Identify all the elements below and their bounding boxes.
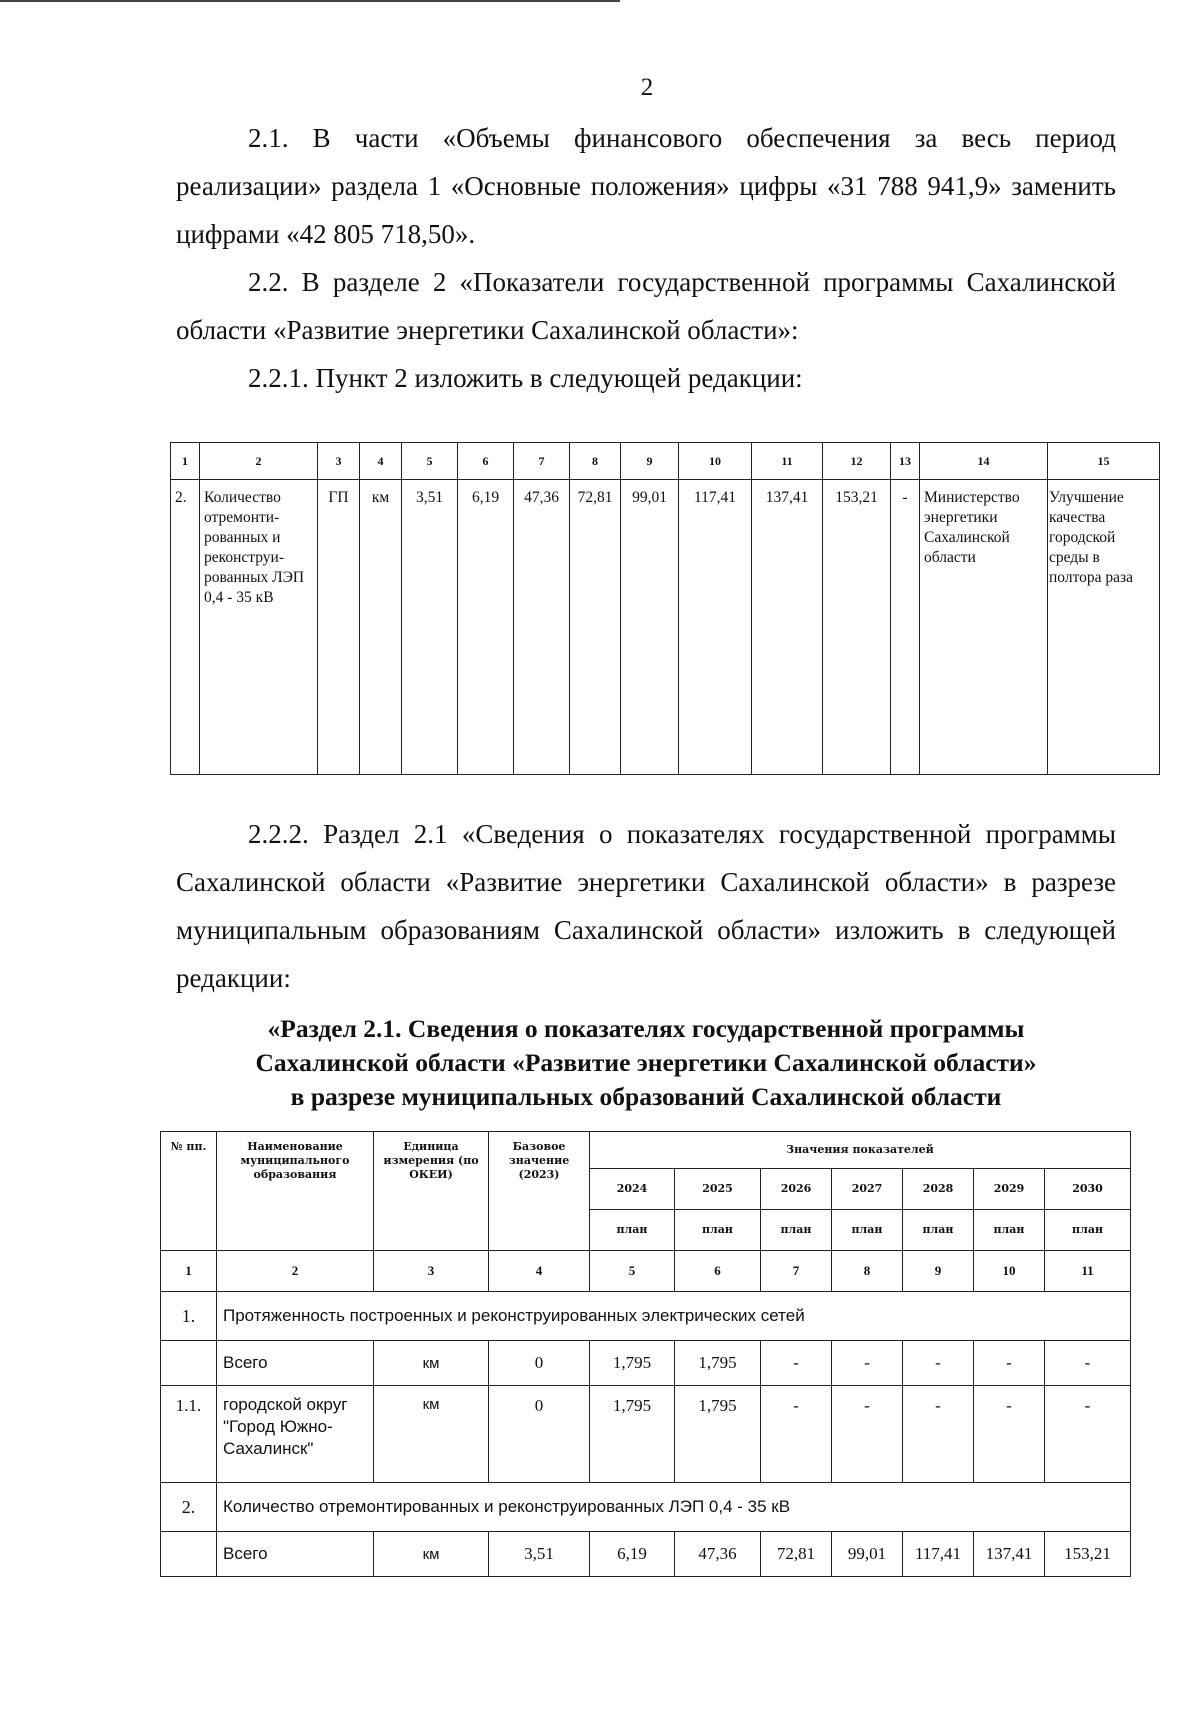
indicator-name: Количество отремонти-рованных и реконструи-рованных ЛЭП 0,4 - 35 кВ [200,480,318,775]
value-cell: - [1045,1386,1131,1483]
value-cell: 72,81 [761,1532,832,1577]
value-cell: - [761,1386,832,1483]
section-row [161,1292,1131,1341]
value-cell: - [903,1386,974,1483]
value-cell: - [903,1341,974,1386]
plan-label: план [1045,1210,1131,1251]
value-cell: - [832,1386,903,1483]
value-cell: 99,01 [621,480,679,775]
base-value-cell: 3,51 [489,1532,590,1577]
column-number: 1 [161,1251,217,1292]
table-row [161,1532,1131,1577]
expected-result: Улучшение качества городской среды в полтора раза [1048,480,1160,775]
value-cell: 153,21 [1045,1532,1131,1577]
indicator-table-header [171,443,1160,480]
value-cell: - [832,1341,903,1386]
column-number: 9 [903,1251,974,1292]
page-number: 2 [640,74,654,101]
column-number: 15 [1048,443,1160,480]
paragraph-2-1: 2.1. В части «Объемы финансового обеспечения за весь период реализации» раздела 1 «Основные положения» цифры «31 788 941,9» заменить цифрами «42 805 718,50». [176,123,1116,249]
value-cell: 117,41 [679,480,752,775]
column-number: 7 [514,443,570,480]
section-title: Протяженность построенных и реконструированных электрических сетей [217,1292,1131,1341]
plan-label: план [832,1210,903,1251]
unit-cell: км [374,1386,489,1483]
table-header-row [161,1132,1131,1169]
value-cell: 99,01 [832,1532,903,1577]
plan-label: план [761,1210,832,1251]
municipal-indicators-table [160,1131,1131,1577]
header-number: № пп. [161,1132,217,1251]
year-header: 2025 [675,1169,761,1210]
value-cell: 137,41 [974,1532,1045,1577]
table-row [171,480,1160,775]
plan-label: план [903,1210,974,1251]
value-cell: - [974,1341,1045,1386]
value-cell: 47,36 [675,1532,761,1577]
column-number: 13 [891,443,920,480]
value-cell: - [974,1386,1045,1483]
value-cell: 117,41 [903,1532,974,1577]
indicator-table [170,442,1160,775]
section-row [161,1483,1131,1532]
column-number: 11 [752,443,823,480]
header-base-value: Базовое значение (2023) [489,1132,590,1251]
column-number: 8 [570,443,621,480]
column-number: 8 [832,1251,903,1292]
plan-label: план [675,1210,761,1251]
section-number: 1. [161,1292,217,1341]
column-number: 3 [374,1251,489,1292]
heading-line: Сахалинской области «Развитие энергетики Сахалинской области» [255,1048,1037,1077]
column-number: 2 [200,443,318,480]
unit-cell: км [374,1532,489,1577]
column-number: 2 [217,1251,374,1292]
base-value-cell: 0 [489,1341,590,1386]
value-cell: 1,795 [675,1386,761,1483]
indicator-level: ГП [318,480,360,775]
year-header: 2026 [761,1169,832,1210]
header-unit: Единица измерения (по ОКЕИ) [374,1132,489,1251]
column-number: 6 [675,1251,761,1292]
heading-line: в разрезе муниципальных образований Сахалинской области [290,1082,1002,1111]
column-number: 4 [489,1251,590,1292]
value-cell: 6,19 [458,480,514,775]
plan-label: план [590,1210,675,1251]
value-cell: - [1045,1341,1131,1386]
column-number: 9 [621,443,679,480]
value-cell: - [761,1341,832,1386]
column-number: 7 [761,1251,832,1292]
plan-label: план [974,1210,1045,1251]
heading-line: «Раздел 2.1. Сведения о показателях государственной программы [267,1014,1025,1043]
indicator-unit: км [360,480,402,775]
table-row [161,1386,1131,1483]
value-cell: 72,81 [570,480,621,775]
municipality-name: городской округ "Город Южно-Сахалинск" [217,1386,374,1483]
column-number: 5 [590,1251,675,1292]
column-number: 4 [360,443,402,480]
header-municipality: Наименование муниципального образования [217,1132,374,1251]
value-cell: 47,36 [514,480,570,775]
row-number [161,1341,217,1386]
row-number: 1.1. [161,1386,217,1483]
section-title: Количество отремонтированных и реконструированных ЛЭП 0,4 - 35 кВ [217,1483,1131,1532]
column-number: 10 [974,1251,1045,1292]
paragraph-2-2: 2.2. В разделе 2 «Показатели государственной программы Сахалинской области «Развитие энергетики Сахалинской области»: [176,267,1116,345]
value-cell: 1,795 [590,1341,675,1386]
column-number: 11 [1045,1251,1131,1292]
year-header: 2028 [903,1169,974,1210]
year-header: 2024 [590,1169,675,1210]
top-rule [0,0,620,2]
municipality-name: Всего [217,1341,374,1386]
year-header: 2030 [1045,1169,1131,1210]
column-number: 12 [823,443,891,480]
section-heading [176,1012,1116,1114]
header-indicator-values: Значения показателей [590,1132,1131,1169]
column-number: 6 [458,443,514,480]
dash-cell: - [891,480,920,775]
base-value-cell: 0 [489,1386,590,1483]
value-cell: 3,51 [402,480,458,775]
column-numbers-row [161,1251,1131,1292]
row-number: 2. [171,480,200,775]
value-cell: 1,795 [675,1341,761,1386]
section-number: 2. [161,1483,217,1532]
paragraph-2-2-1: 2.2.1. Пункт 2 изложить в следующей редакции: [248,363,803,393]
responsible-body: Министерство энергетики Сахалинской области [920,480,1048,775]
table-row [161,1341,1131,1386]
value-cell: 6,19 [590,1532,675,1577]
year-header: 2027 [832,1169,903,1210]
paragraph-2-2-2: 2.2.2. Раздел 2.1 «Сведения о показателях государственной программы Сахалинской области «Развитие энергетики Сахалинской области» в разрезе муниципальным образованиям Сахалинской области» изложить в следующей редакции: [176,819,1116,993]
column-number: 5 [402,443,458,480]
row-number [161,1532,217,1577]
value-cell: 137,41 [752,480,823,775]
year-header: 2029 [974,1169,1045,1210]
value-cell: 1,795 [590,1386,675,1483]
column-number: 14 [920,443,1048,480]
column-number: 1 [171,443,200,480]
municipality-name: Всего [217,1532,374,1577]
value-cell: 153,21 [823,480,891,775]
column-number: 10 [679,443,752,480]
unit-cell: км [374,1341,489,1386]
column-number: 3 [318,443,360,480]
